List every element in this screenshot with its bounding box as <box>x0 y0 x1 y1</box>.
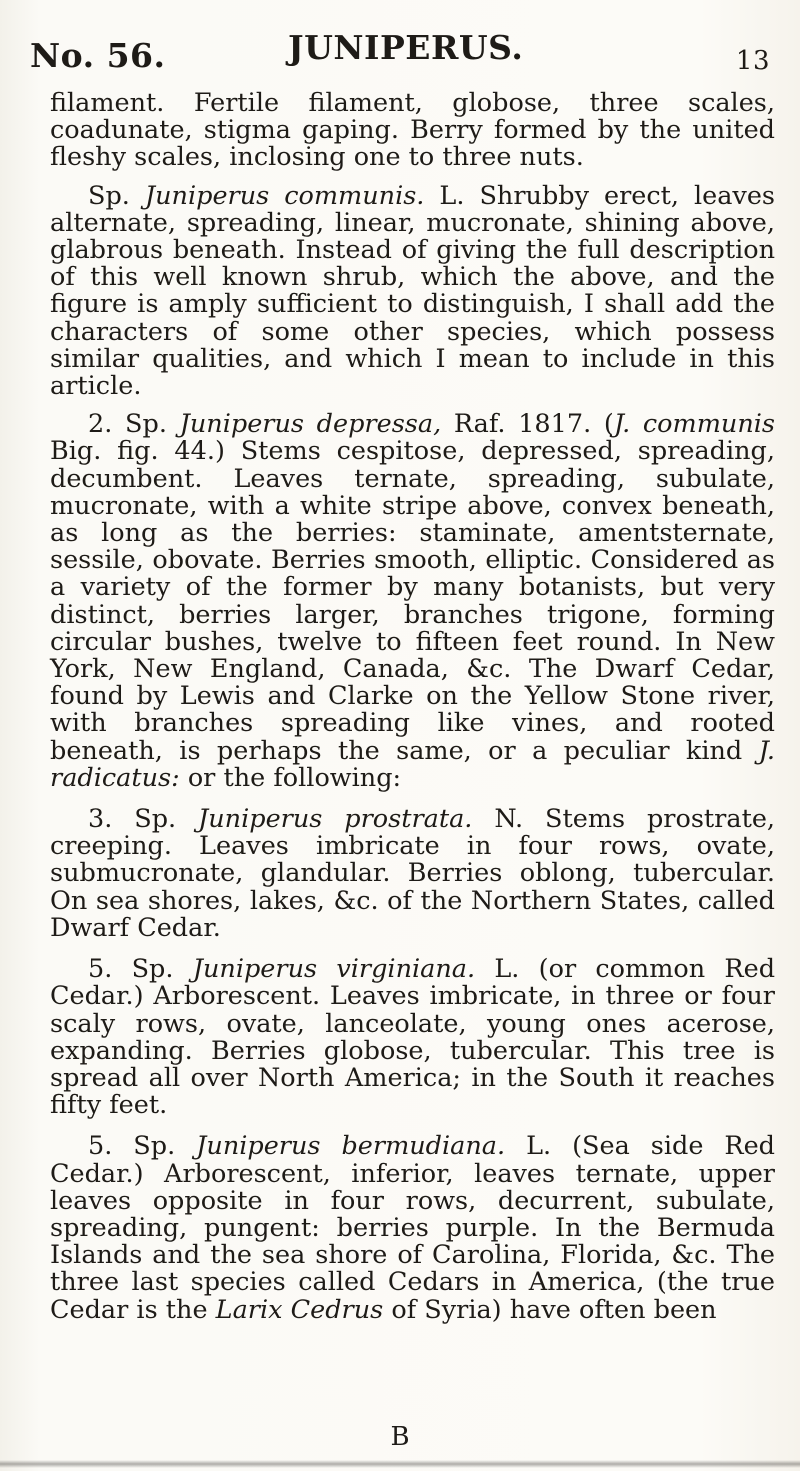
intro-text: filament. Fertile filament, globose, three scales, coadunate, stigma gaping. Berry formed by the united fleshy scales, inclosing one to three nuts. <box>50 88 775 173</box>
species-4-name: Juniperus virginiana. <box>192 954 476 985</box>
article-number: No. 56. <box>30 36 166 75</box>
species-5-label: 5. Sp. <box>88 1131 176 1162</box>
species-4-paragraph <box>50 956 775 1119</box>
species-5-reference: Larix Cedrus <box>215 1294 384 1325</box>
running-title: JUNIPERUS. <box>288 28 524 67</box>
species-1-text: L. Shrubby erect, leaves alternate, spreading, linear, mucronate, shining above, glabrous beneath. Instead of giving the full description of this well known shrub, which the above, and the figure is amply sufficient to distinguish, I shall add the characters of some other species, which possess similar qualities, and which I mean to include in this article. <box>50 180 776 402</box>
page-number: 13 <box>735 46 770 76</box>
species-2-text-a: Raf. 1817. ( <box>453 409 614 440</box>
species-3-paragraph <box>50 806 775 942</box>
body-text <box>50 90 775 1335</box>
page-edge-shadow <box>0 1460 800 1468</box>
species-2-name: Juniperus depressa, <box>179 409 442 440</box>
species-1-label: Sp. <box>88 180 130 211</box>
species-2-text-b: Big. fig. 44.) Stems cespitose, depressed, spreading, decumbent. Leaves ternate, spreading, subulate, mucronate, with a white stripe above, convex beneath, as long as the berries: staminate, amentsternate, sessile, obovate. Berries smooth, elliptic. Considered as a variety of the former by many botanists, but very distinct, berries larger, branches trigone, forming circular bushes, twelve to fifteen feet round. In New York, New England, Canada, &c. The Dwarf Cedar, found by Lewis and Clarke on the Yellow Stone river, with branches spreading like vines, and rooted beneath, is perhaps the same, or a peculiar kind <box>50 436 775 766</box>
species-2-alternate: J. radicatus: <box>50 735 775 793</box>
species-1-paragraph <box>50 180 776 402</box>
page-header <box>30 18 770 78</box>
intro-paragraph <box>50 90 775 172</box>
species-5-paragraph <box>50 1133 775 1323</box>
species-4-label: 5. Sp. <box>88 954 174 985</box>
species-3-label: 3. Sp. <box>88 804 177 835</box>
species-2-text-c: or the following: <box>187 762 402 793</box>
signature-mark: B <box>390 1422 410 1452</box>
species-4-text: L. (or common Red Cedar.) Arborescent. Leaves imbricate, in three or four scaly rows, ovate, lanceolate, young ones acerose, expanding. Berries globose, tubercular. This tree is spread all over North America; in the South it reaches fifty feet. <box>50 954 776 1121</box>
species-5-name: Juniperus bermudiana. <box>196 1131 506 1162</box>
species-5-text-b: of Syria) have often been <box>391 1294 717 1325</box>
species-2-paragraph <box>50 411 775 792</box>
species-3-text: N. Stems prostrate, creeping. Leaves imbricate in four rows, ovate, submucronate, glandular. Berries oblong, tubercular. On sea shores, lakes, &c. of the Northern States, called Dwarf Cedar. <box>50 804 776 943</box>
species-3-name: Juniperus prostrata. <box>198 804 473 835</box>
species-2-reference: J. communis <box>613 409 775 440</box>
species-1-name: Juniperus communis. <box>144 180 425 211</box>
species-2-label: 2. Sp. <box>88 409 167 440</box>
species-5-text-a: L. (Sea side Red Cedar.) Arborescent, inferior, leaves ternate, upper leaves opposite in four rows, decurrent, subulate, spreading, pungent: berries purple. In the Bermuda Islands and the sea shore of Carolina, Florida, &c. The three last species called Cedars in America, (the true Cedar is the <box>50 1131 775 1325</box>
